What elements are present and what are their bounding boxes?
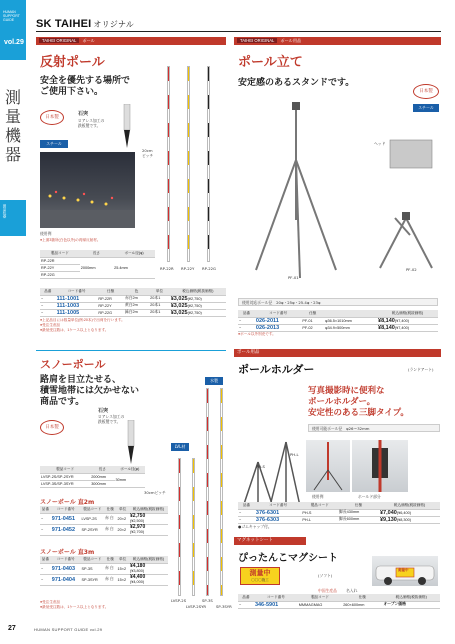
snow-pole-spec-table: 製品コード 長さ ポール径(φ) LVSP-2S/SP-2SYR 2000mm 30mm LVSP-3S/SP-3SYR 3000mm <box>40 466 145 488</box>
snow-pole-group-3m: スノーポール 直3m <box>40 549 95 556</box>
table-row: − 971-0451 LVSP-2S 赤 白 20×2 ¥2,750 (¥2,500) <box>40 513 168 524</box>
divider <box>36 350 226 351</box>
holder-detail-photo <box>352 440 408 492</box>
snow-pole-group-2m: スノーポール 直2m <box>40 499 95 506</box>
holder-caption-detail: ホールド部分 <box>358 494 381 499</box>
stone-tip-image <box>116 104 138 150</box>
car-sign-text: 測量中 <box>398 568 409 572</box>
snow-pole-2m-order-table: 品番 コード番号 製品コード 仕様 単位 税込価格(税抜価格) − 971-0451 LVSP-2S 赤 白 20×2 ¥2,750 (¥2,500) − 971-0452 SP-2SYR 赤 白 20×2 ¥2,970 (¥2,700) <box>40 506 168 536</box>
page-number: 27 <box>8 625 16 632</box>
section-bar-reflective-pole: TAIHEI ORIGINAL ポール <box>36 37 226 45</box>
snow-pole-2 <box>192 458 195 596</box>
magnet-name-label: 名入れ <box>346 588 358 593</box>
snow-pole-title: スノーポール <box>40 359 106 371</box>
pole-stand-images <box>240 100 440 290</box>
product-code-link[interactable]: 346-5901 <box>254 601 298 608</box>
pole-label-green: RP-22G <box>202 266 216 271</box>
product-code-link[interactable]: 971-0404 <box>51 574 81 585</box>
holder-label-s: PH-S <box>256 464 265 469</box>
pole-holder-lead: 写真撮影時に便利な ポールホルダー。 安定性のある三脚タイプ。 <box>308 385 409 417</box>
pole-yellow-white <box>187 66 190 262</box>
stone-tip-label: 石突 <box>78 111 89 117</box>
magnet-car-photo <box>372 556 438 586</box>
brand-logo: SK TAIHEI オリジナル <box>36 18 134 30</box>
holder-caption-usage: 使用例 <box>312 494 324 499</box>
category-label: 測量機器 <box>4 88 21 164</box>
stone-tip-note: ロアレス加工の 鉄板製です。 <box>98 414 125 424</box>
product-code-link[interactable]: 111-1003 <box>56 302 98 309</box>
stand-head-label: ヘッド <box>374 141 386 146</box>
magnet-sheet-title: ぴったんこマグシート <box>238 553 338 564</box>
snow-pole-1 <box>178 458 181 596</box>
product-code-link[interactable]: 971-0452 <box>51 524 81 535</box>
table-row: − 111-1005 RP-22G 緑白2m 20本1 ¥3,025(¥2,750) <box>40 309 226 316</box>
table-row: − 971-0404 SP-3SYR 赤 白 15×2 ¥4,400 (¥4,000) <box>40 574 168 585</box>
table-row: − 376-6303 PH-L 脚長600mm ¥9,130(¥8,300) <box>238 516 440 523</box>
section-bar-magnet: マグネットシート <box>234 537 306 545</box>
made-in-japan-badge: 日本製 <box>413 84 439 99</box>
product-code-link[interactable]: 376-6303 <box>255 516 301 523</box>
holder-label-l: PH-L <box>290 452 299 457</box>
pole-stand-lead: 安定感のあるスタンドです。 <box>238 77 355 87</box>
table-row: − 026-2013 PF-02 φ34.9×500mm ¥8,140(¥7,400) <box>238 324 438 331</box>
snow-pole-4 <box>220 388 223 596</box>
snow-pole-label-4: SP-3SYR <box>216 604 232 609</box>
section-bar-pole-holder: ポール用品 <box>234 349 441 357</box>
usage-photo-caption: 使用例 <box>40 231 52 236</box>
pole-label-yellow: RP-22Y <box>181 266 195 271</box>
product-code-link[interactable]: 111-1005 <box>56 309 98 316</box>
product-code-link[interactable]: 026-2011 <box>255 317 301 324</box>
stone-tip-note: ロアレス加工の 鉄板製です。 <box>78 118 105 128</box>
made-in-japan-badge: 日本製 <box>40 110 64 125</box>
reflective-pole-lead: 安全を優先する場所で ご使用下さい。 <box>40 75 131 96</box>
pole-red-white <box>167 66 170 262</box>
pole-holder-title: ポールホルダー <box>238 364 315 376</box>
pole-black-white <box>207 66 210 262</box>
table-row: − 111-1003 RP-22Y 黄白2m 20本1 ¥3,025(¥2,750) <box>40 302 226 309</box>
footer-guide-title: HUMAN SUPPORT GUIDE vol.29 <box>34 627 103 632</box>
product-code-link[interactable]: 026-2013 <box>255 324 301 331</box>
stand-label-pf02: PF-02 <box>406 267 417 272</box>
snow-pole-label-1: LVSP-2S <box>171 598 187 603</box>
stand-fit-info: 使用対応ポール径 20φ・25φ・25.4φ・23φ <box>238 298 438 306</box>
magazine-brand-block <box>0 0 26 60</box>
magnet-type-label: (ソフト) <box>318 573 333 578</box>
table-row: − 111-1001 RP-22R 赤白2m 20本1 ¥3,025(¥2,750) <box>40 295 226 302</box>
snow-pole-notes: ●受注生産品 ●最低受注数は、1ケース以上となります。 <box>40 600 109 609</box>
volume-number: vol.29 <box>4 39 24 46</box>
table-row: − 346-5901 MMMAGMAG 260×600mm オープン価格 <box>238 601 440 608</box>
table-row: − 026-2011 PF-01 φ36.5×1010mm ¥8,140(¥7,400) <box>238 317 438 324</box>
table-row: − 376-6301 PH-S 脚長430mm ¥7,040(¥6,400) <box>238 509 440 516</box>
reflective-pole-usage-photo <box>40 152 135 228</box>
holder-fit-info: 使用可能ポール径 φ26〜32mm <box>308 424 440 432</box>
pole-stand-title: ポール立て <box>238 54 303 69</box>
pole-holder-note: ●ゴムキャップ付。 <box>238 524 272 529</box>
reflective-pole-photo-note: ●上面3箇所(白色以外)の再帰反射材。 <box>40 238 101 242</box>
snow-pole-3 <box>206 388 209 596</box>
stone-tip-label: 石突 <box>98 408 109 414</box>
snow-pole-pitch: 30cmピッチ <box>144 490 166 495</box>
lvl-badge: LVL材 <box>171 443 189 451</box>
category-index-tab[interactable]: 测量机器 <box>0 200 26 236</box>
pole-stand-note: ●ポール以外別売です。 <box>238 332 276 336</box>
product-code-link[interactable]: 111-1001 <box>56 295 98 302</box>
snow-pole-lead: 路肩を目立たせる、 積雪地帯には欠かせない 商品です。 <box>40 374 140 406</box>
stone-tip-image <box>120 420 142 466</box>
pole-pitch-label: 20cm ピッチ <box>142 148 154 158</box>
holder-usage-photo <box>306 440 350 492</box>
pole-stand-order-table: 品番 コード番号 仕様 税込価格(税抜価格) − 026-2011 PF-01 φ36.5×1010mm ¥8,140(¥7,400) − 026-2013 PF-02 φ34.9×500mm ¥8,140(¥7,400) <box>238 310 438 332</box>
snow-pole-3m-order-table: 品番 コード番号 製品コード 仕様 単位 税込価格(税抜価格) − 971-0403 SP-3S 赤 白 15×2 ¥4,180 (¥3,800) − 971-0404 SP-3SYR 赤 白 15×2 ¥4,400 (¥4,000) <box>40 556 168 586</box>
reflective-pole-title: 反射ポール <box>40 54 105 69</box>
reflective-pole-spec-table: 製品コード 長さ ポール径(φ) RP-22R 2000mm 25.4mm RP-22Y RP-22G <box>40 250 155 279</box>
magnet-origin-label: 中国生産品 <box>318 588 337 593</box>
snow-pole-label-2: LVSP-2SYR <box>186 604 207 609</box>
product-code-link[interactable]: 971-0403 <box>51 563 81 574</box>
steel-badge: スチール <box>40 140 68 148</box>
reflective-pole-notes: ●上記品目には数量単位(例:20本)で出荷を行います。 ●受注生産品 ●最低受注数は、1ケース以上となります。 <box>40 318 125 332</box>
product-code-link[interactable]: 971-0451 <box>51 513 81 524</box>
magnet-order-table: 品番 コード番号 製品コード 仕様 税込価格(税抜価格) − 346-5901 MMMAGMAG 260×600mm オープン価格 <box>238 594 440 609</box>
pole-holder-order-table: 品番 コード番号 製品コード 仕様 税込価格(税抜価格) − 376-6301 PH-S 脚長430mm ¥7,040(¥6,400) − 376-6303 PH-L 脚長600mm ¥9,130(¥8,300) <box>238 502 440 524</box>
magazine-brand-text: HUMAN SUPPORT GUIDE <box>3 10 20 22</box>
snow-pole-label-3: SP-3S <box>202 598 213 603</box>
header-rule <box>36 31 441 32</box>
reflective-pole-order-table: 品番 コード番号 仕様 色 単位 税込価格(税抜価格) − 111-1001 RP-22R 赤白2m 20本1 ¥3,025(¥2,750) − 111-1003 RP-22Y 黄白2m 20本1 ¥3,025(¥2,750) − 111-1005 RP-22G 緑白2m 20本1 ¥3,025(¥2,750) <box>40 288 226 317</box>
magnet-sheet-sample: 測量中 〇〇〇施工 <box>240 567 280 585</box>
section-bar-pole-stand: TAIHEI ORIGINAL ポール用品 <box>234 37 441 45</box>
stand-label-pf01: PF-01 <box>288 275 299 280</box>
steel-badge: スチール <box>413 104 439 112</box>
made-in-japan-badge: 日本製 <box>40 420 64 435</box>
product-code-link[interactable]: 376-6301 <box>255 509 301 516</box>
water-badge: 水製 <box>205 377 223 385</box>
pole-holder-maker: (ランドアート) <box>408 367 434 372</box>
table-row: − 971-0452 SP-2SYR 赤 白 20×2 ¥2,970 (¥2,700) <box>40 524 168 535</box>
pole-label-red: RP-22R <box>160 266 174 271</box>
table-row: − 971-0403 SP-3S 赤 白 15×2 ¥4,180 (¥3,800) <box>40 563 168 574</box>
